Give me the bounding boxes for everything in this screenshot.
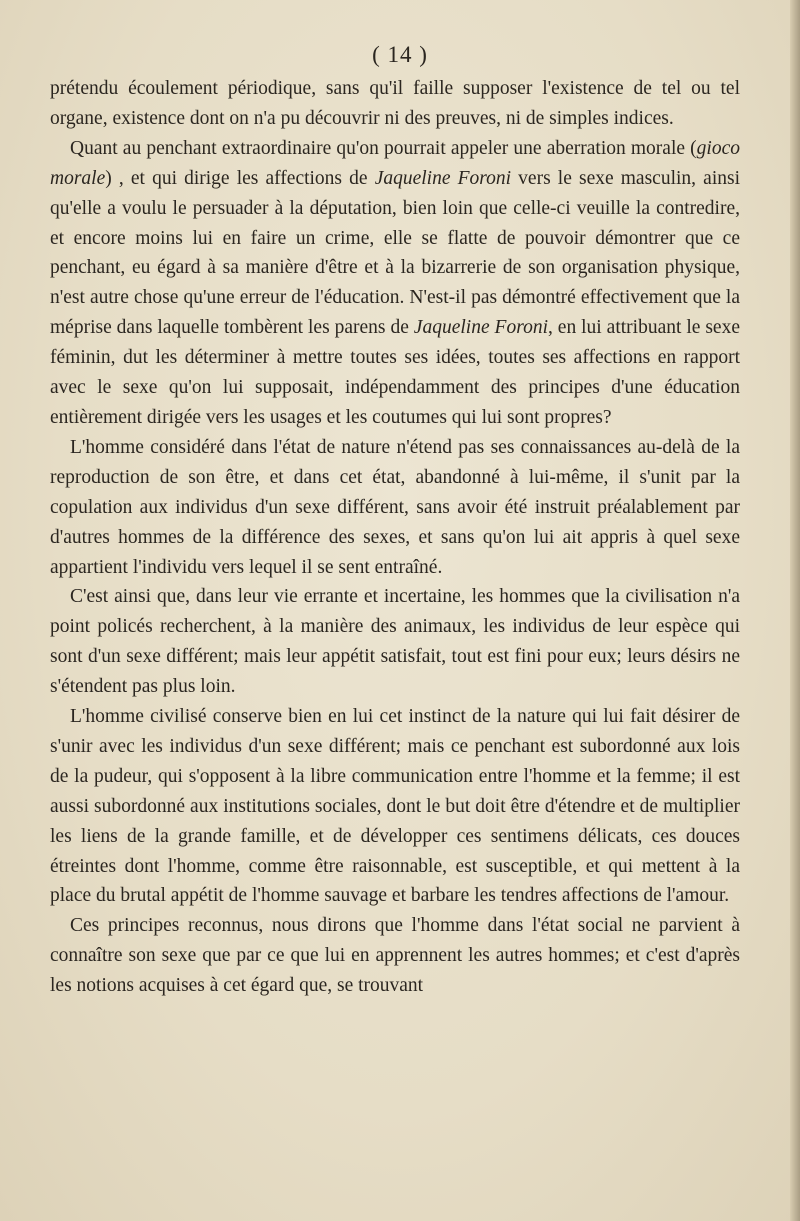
text-segment: C'est ainsi que, dans leur vie errante et incertaine, les hommes que la civilisation n'a point policés recherchent, à la manière des animaux, les individus de leur espèce qui sont d'un sexe différent; mais leur appétit satisfait, tout est fini pour eux; leurs désirs ne s'étendent pas plus loin.	[50, 586, 740, 698]
paragraph-p5	[50, 702, 740, 911]
paragraph-p2	[50, 134, 740, 433]
paragraph-p4	[50, 582, 740, 702]
page-body-text	[50, 74, 740, 1001]
text-segment: L'homme civilisé conserve bien en lui cet instinct de la nature qui lui fait désirer de s'unir avec les individus d'un sexe différent; mais ce penchant est subordonné aux lois de la pudeur, qui s'opposent à la libre communication entre l'homme et la femme; il est aussi subordonné aux institutions sociales, dont le but doit être d'étendre et de multiplier les liens de la grande famille, et de développer ces sentimens délicats, ces douces étreintes dont l'homme, comme être raisonnable, est susceptible, et qui mettent à la place du brutal appétit de l'homme sauvage et barbare les tendres affections de l'amour.	[50, 706, 740, 907]
text-segment: , en lui attribuant le sexe féminin, dut les déterminer à mettre toutes ses idées, toutes ses affections en rapport avec le sexe qu'on lui supposait, indépendamment des principes d'une éducation entièrement dirigée vers les usages et les coutumes qui lui sont propres?	[50, 317, 740, 428]
paragraph-p3	[50, 433, 740, 583]
text-segment: Ces principes reconnus, nous dirons que l'homme dans l'état social ne parvient à connaître son sexe que par ce que lui en apprennent les autres hommes; et c'est d'après les notions acquises à cet égard que, se trouvant	[50, 915, 740, 997]
text-segment: vers le sexe masculin, ainsi qu'elle a voulu le persuader à la députation, bien loin que celle-ci veuille la contredire, et encore moins lui en faire un crime, elle se flatte de pouvoir démontrer que ce penchant, eu égard à sa manière d'être et à la bizarrerie de son organisation physique, n'est autre chose qu'une erreur de l'éducation. N'est-il pas démontré effectivement que la méprise dans laquelle tombèrent les parens de	[50, 167, 740, 339]
italic-text: Jaqueline Foroni	[374, 167, 512, 189]
text-segment: L'homme considéré dans l'état de nature n'étend pas ses connaissances au-delà de la reproduction de son être, et dans cet état, abandonné à lui-même, il s'unit par la copulation aux individus d'un sexe différent, sans avoir été instruit préalablement par d'autres hommes de la différence des sexes, et sans qu'on lui ait appris à quel sexe appartient l'individu vers lequel il se sent entraîné.	[50, 436, 740, 578]
text-segment: ) , et qui dirige les affections de	[105, 167, 375, 189]
page-number: ( 14 )	[372, 42, 428, 67]
text-segment: Quant au penchant extraordinaire qu'on pourrait appeler une aberration morale (	[70, 137, 697, 159]
italic-text: gioco morale	[50, 137, 740, 189]
paragraph-p1	[50, 74, 740, 134]
italic-text: Jaqueline Foroni	[413, 317, 548, 339]
paragraph-p6	[50, 911, 740, 1001]
page-edge-shadow	[790, 0, 800, 1221]
text-segment: prétendu écoulement périodique, sans qu'il faille supposer l'existence de tel ou tel organe, existence dont on n'a pu découvrir ni des preuves, ni de simples indices.	[50, 78, 740, 129]
